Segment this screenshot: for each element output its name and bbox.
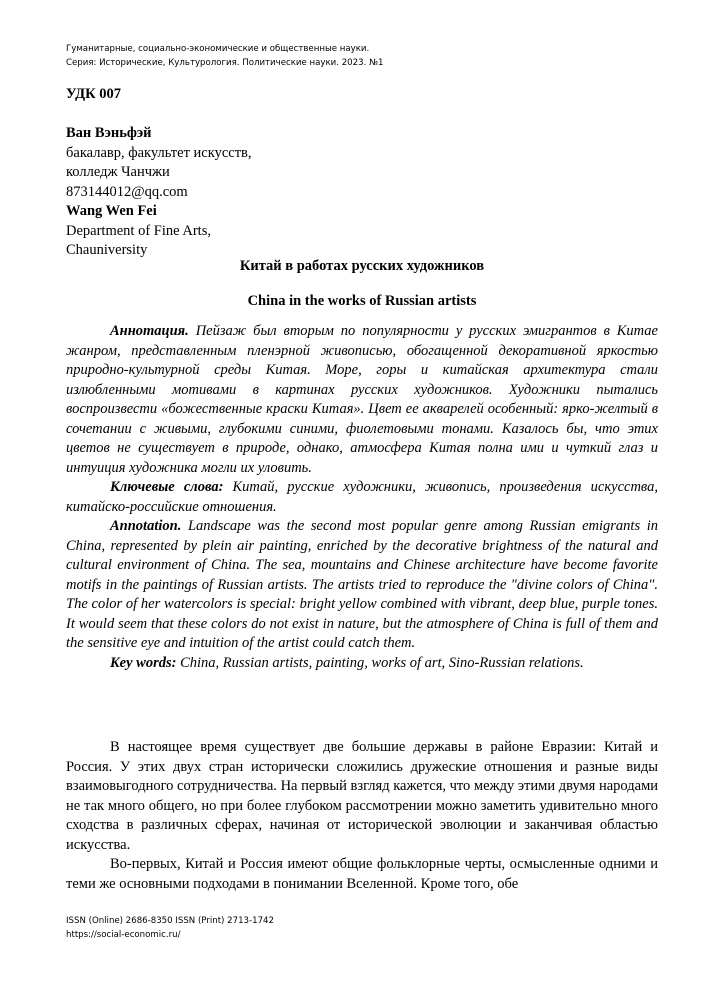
keywords-en (66, 654, 658, 674)
abstract-en-label: Annotation. (110, 518, 182, 534)
abstract-ru (66, 322, 658, 478)
page-footer (66, 914, 666, 942)
body-text (66, 738, 658, 894)
article-title-ru: Китай в работах русских художников (239, 258, 485, 274)
keywords-en-label: Key words: (110, 654, 177, 671)
author-email: 873144012@qq.com (66, 183, 188, 200)
author-block (66, 124, 626, 261)
abstract-ru-text: Пейзаж был вторым по популярности у русских эмигрантов в Китае жанром, представленным пленэрной живописью, обогащенной декоративной яркостью природно-культурной среды Китая. Море, горы и китайская архитектура стали излюбленными мотивами в картинах русских художников. Художники пытались воспроизвести «божественные краски Китая». Цвет ее акварелей особенный: ярко-желтый в сочетании с живыми, глубокими синими, фиолетовыми тонами. Казалось бы, что этих цветов не существует в природе, однако, атмосфера Китая полна ими и чуткий глаз и интуиция художника могли их уловить. (66, 323, 658, 476)
journal-series-line: Серия: Исторические, Культурология. Политические науки. 2023. №1 (66, 58, 384, 68)
article-title-en: China in the works of Russian artists (247, 293, 477, 309)
abstract-section (66, 322, 658, 673)
keywords-ru-label: Ключевые слова: (110, 479, 224, 495)
keywords-ru-text: Китай, русские художники, живопись, произведения искусства, китайско-российские отношения. (66, 479, 658, 515)
abstract-en (66, 517, 658, 654)
author-name-ru: Ван Вэньфэй (66, 125, 152, 141)
author-degree-ru: бакалавр, факультет искусств, (66, 144, 252, 161)
body-paragraph-1: В настоящее время существует две большие державы в районе Евразии: Китай и Россия. У этих двух стран исторически сложились дружеские отношения и разные виды взаимовыгодного сотрудничества. На первый взгляд кажется, что между этими двумя народами не так много общего, но при более глубоком рассмотрении можно заметить удивительно много сходства в различных сферах, начиная от исторической эволюции и заканчивая областью искусства. (66, 739, 658, 853)
author-univ-en: Chauniversity (66, 242, 148, 258)
author-name-en: Wang Wen Fei (66, 203, 157, 219)
abstract-ru-label: Аннотация. (110, 323, 189, 339)
body-paragraph-2: Во-первых, Китай и Россия имеют общие фольклорные черты, осмысленные одними и теми же основными подходами в понимании Вселенной. Кроме того, обе (66, 856, 658, 892)
abstract-en-text: Landscape was the second most popular genre among Russian emigrants in China, represented by plein air painting, enriched by the decorative brightness of the natural and cultural environment of China. The sea, mountains and Chinese architecture have become favorite motifs in the paintings of Russian artists. The artists tried to reproduce the "divine colors of China". The color of her watercolors is special: bright yellow combined with vibrant, deep blue, purple tones. It would seem that these colors do not exist in nature, but the atmosphere of China is full of them and the sensitive eye and intuition of the artist could catch them. (66, 518, 658, 651)
journal-url[interactable]: https://social-economic.ru/ (66, 930, 181, 940)
journal-title-line: Гуманитарные, социально-экономические и общественные науки. (66, 44, 370, 54)
keywords-en-text: China, Russian artists, painting, works of art, Sino-Russian relations. (176, 654, 584, 671)
udk-code: УДК 007 (66, 86, 122, 102)
author-college-ru: колледж Чанчжи (66, 164, 170, 180)
keywords-ru (66, 478, 658, 517)
journal-header (66, 42, 666, 70)
author-dept-en: Department of Fine Arts, (66, 222, 211, 239)
issn-line: ISSN (Online) 2686-8350 ISSN (Print) 2713-1742 (66, 916, 274, 926)
